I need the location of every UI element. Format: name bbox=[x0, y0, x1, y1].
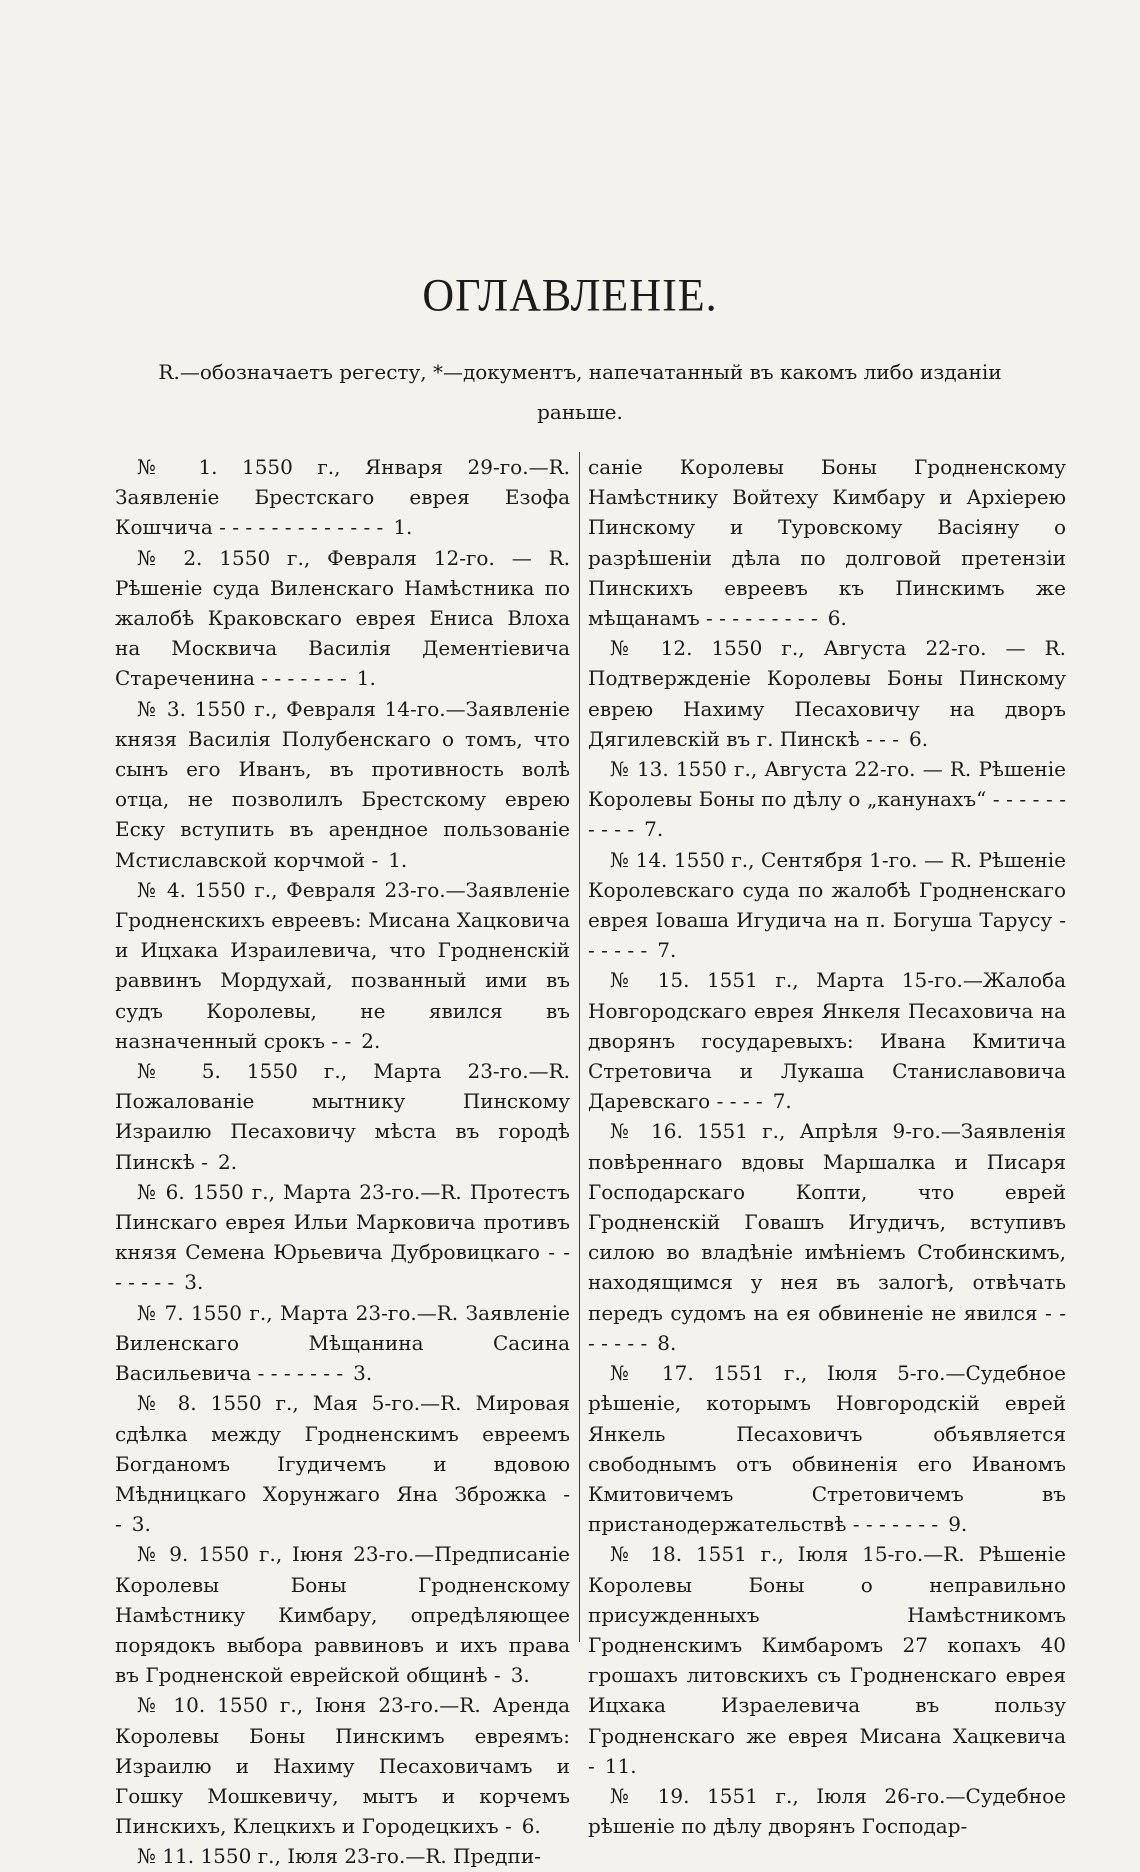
toc-entry-text: № 18. 1551 г., Іюля 15-го.—R. Рѣшеніе Королевы Боны о неправильно присужденныхъ Намѣстникомъ Гродненскимъ Кимбаромъ 27 копахъ 40 грошахъ литовскихъ съ Гродненскаго еврея Ицхака Израелевича въ пользу Гродненскаго же еврея Мисана Хацкевича - bbox=[588, 1542, 1066, 1778]
toc-entry-text: № 12. 1550 г., Августа 22-го. — R. Подтвержденіе Королевы Боны Пинскому еврею Нахиму Песаховичу на дворъ Дягилевскій въ г. Пинскѣ - - - bbox=[588, 636, 1066, 751]
toc-entry-text: № 5. 1550 г., Марта 23-го.—R. Пожалованіе мытнику Пинскому Израилю Песаховичу мѣста въ городѣ Пинскѣ - bbox=[115, 1059, 570, 1174]
toc-entry-text: № 11. 1550 г., Іюля 23-го.—R. Предпи- bbox=[137, 1844, 541, 1869]
toc-entry-text: № 17. 1551 г., Іюля 5-го.—Судебное рѣшеніе, которымъ Новгородскій еврей Янкель Песаховичъ объявляется свободнымъ отъ обвиненія его Иваномъ Кмитовичемъ Стретовичемъ въ пристанодержательствѣ - - - - - - - bbox=[588, 1361, 1066, 1537]
toc-entry-text: № 14. 1550 г., Сентября 1-го. — R. Рѣшеніе Королевскаго суда по жалобѣ Гродненскаго еврея Іоваша Игудича на п. Богуша Тарусу - - - - - - bbox=[588, 847, 1066, 963]
toc-entry-text: № 10. 1550 г., Іюня 23-го.—R. Аренда Королевы Боны Пинскимъ евреямъ: Израилю и Нахиму Песаховичамъ и Гошку Мошкевичу, мытъ и корчемъ Пинскихъ, Клецкихъ и Городецкихъ - bbox=[115, 1693, 570, 1839]
toc-page-number: 6. bbox=[827, 606, 847, 631]
toc-page-number: 6. bbox=[521, 1814, 541, 1839]
toc-entry-text: № 2. 1550 г., Февраля 12-го. — R. Рѣшеніе суда Виленскаго Намѣстника по жалобѣ Краковскаго еврея Ениса Влоха на Москвича Василія Дементіевича Стареченина - - - - - - - bbox=[115, 545, 570, 691]
toc-page-number: 2. bbox=[361, 1028, 381, 1053]
toc-page-number: 3. bbox=[353, 1361, 373, 1386]
toc-entry bbox=[115, 1056, 570, 1177]
toc-entry bbox=[115, 1177, 570, 1298]
toc-entry bbox=[588, 633, 1066, 754]
toc-page-number: 6. bbox=[909, 726, 929, 751]
toc-page-number: 7. bbox=[772, 1089, 792, 1114]
toc-entry-text: № 8. 1550 г., Мая 5-го.—R. Мировая сдѣлка между Гродненскимъ евреемъ Богданомъ Ігудичемъ и вдовою Мѣдницкаго Хорунжаго Яна Зброжка - - bbox=[115, 1391, 570, 1537]
toc-page-number: 1. bbox=[393, 515, 413, 540]
toc-entry-text: № 15. 1551 г., Марта 15-го.—Жалоба Новгородскаго еврея Янкеля Песаховича на дворянъ государевыхъ: Ивана Кмитича Стретовича и Лукаша Станиславовича Даревскаго - - - - bbox=[588, 968, 1066, 1114]
toc-entry bbox=[115, 1539, 570, 1690]
toc-entry bbox=[588, 754, 1066, 845]
toc-entry-text: № 6. 1550 г., Марта 23-го.—R. Протестъ Пинскаго еврея Ильи Марковича противъ князя Семена Юрьевича Дубровицкаго - - - - - - - bbox=[115, 1179, 570, 1295]
toc-entry bbox=[115, 543, 570, 694]
toc-page-number: 1. bbox=[388, 847, 408, 872]
toc-entry-text: саніе Королевы Боны Гродненскому Намѣстнику Войтеху Кимбару и Архіерею Пинскому и Туровскому Васіяну о разрѣшеніи дѣла по долговой претензіи Пинскихъ евреевъ къ Пинскимъ же мѣщанамъ - - - - - - - - - bbox=[588, 455, 1066, 631]
toc-entry bbox=[588, 965, 1066, 1116]
toc-entry bbox=[588, 1781, 1066, 1841]
toc-page-number: 7. bbox=[657, 938, 677, 963]
toc-page-number: 11. bbox=[604, 1753, 637, 1778]
toc-entry bbox=[115, 694, 570, 875]
toc-entry-text: № 3. 1550 г., Февраля 14-го.—Заявленіе князя Василія Полубенскаго о томъ, что сынъ его Иванъ, въ противность волѣ отца, не позволилъ Брестскому еврею Еску вступить въ арендное пользованіе Мстиславской корчмой - bbox=[115, 696, 570, 872]
toc-entry-text: № 19. 1551 г., Іюля 26-го.—Судебное рѣшеніе по дѣлу дворянъ Господар- bbox=[588, 1783, 1066, 1839]
toc-entry bbox=[115, 875, 570, 1056]
toc-right-column bbox=[588, 452, 1066, 1841]
toc-entry-text: № 1. 1550 г., Января 29-го.—R. Заявленіе Брестскаго еврея Езофа Кошчича - - - - - - - - - - - - - bbox=[115, 455, 570, 540]
toc-page-number: 3. bbox=[131, 1512, 151, 1537]
toc-entry bbox=[115, 1388, 570, 1539]
legend-note: R.—обозначаетъ регесту, *—документъ, напечатанный въ какомъ либо изданіи раньше. bbox=[158, 360, 1002, 424]
toc-page-number: 3. bbox=[184, 1270, 204, 1295]
toc-page-number: 3. bbox=[510, 1663, 530, 1688]
toc-page-number: 1. bbox=[356, 666, 376, 691]
toc-entry-text: № 16. 1551 г., Апрѣля 9-го.—Заявленія повѣреннаго вдовы Маршалка и Писаря Господарскаго Копти, что еврей Гродненскій Говашъ Игудичъ, вступивъ силою во владѣніе имѣніемъ Стобинскимъ, находящимся у нея въ залогѣ, отвѣчать передъ судомъ на ея обвиненіе не явился - - - - - - - bbox=[588, 1119, 1066, 1355]
toc-entry bbox=[588, 1116, 1066, 1358]
toc-entry-text: № 4. 1550 г., Февраля 23-го.—Заявленіе Гродненскихъ евреевъ: Мисана Хацковича и Ицхака Израилевича, что Гродненскій раввинъ Мордухай, позванный ими въ судъ Королевы, не явился въ назначенный срокъ - - bbox=[115, 877, 570, 1053]
toc-page-number: 8. bbox=[657, 1330, 677, 1355]
column-divider bbox=[579, 452, 580, 1642]
toc-entry bbox=[588, 452, 1066, 633]
toc-left-column bbox=[115, 452, 570, 1872]
toc-page-number: 7. bbox=[644, 817, 664, 842]
toc-entry bbox=[588, 1539, 1066, 1781]
toc-entry-text: № 9. 1550 г., Іюня 23-го.—Предписаніе Королевы Боны Гродненскому Намѣстнику Кимбару, опредѣляющее порядокъ выбора раввиновъ и ихъ права въ Гродненской еврейской общинѣ - bbox=[115, 1542, 570, 1688]
toc-entry bbox=[115, 452, 570, 543]
toc-page-number: 2. bbox=[217, 1149, 238, 1174]
toc-entry bbox=[115, 1841, 570, 1871]
toc-entry bbox=[115, 1298, 570, 1389]
toc-entry-text: № 13. 1550 г., Августа 22-го. — R. Рѣшеніе Королевы Боны по дѣлу о „канунахъ“ - - - - - - - - - - bbox=[588, 757, 1066, 842]
toc-page-number: 9. bbox=[948, 1512, 968, 1537]
toc-entry bbox=[588, 845, 1066, 966]
toc-entry bbox=[115, 1690, 570, 1841]
toc-entry bbox=[588, 1358, 1066, 1539]
page-title: ОГЛАВЛЕНІЕ. bbox=[422, 269, 718, 322]
toc-entry-text: № 7. 1550 г., Марта 23-го.—R. Заявленіе Виленскаго Мѣщанина Сасина Васильевича - - - - - - - bbox=[115, 1300, 570, 1386]
